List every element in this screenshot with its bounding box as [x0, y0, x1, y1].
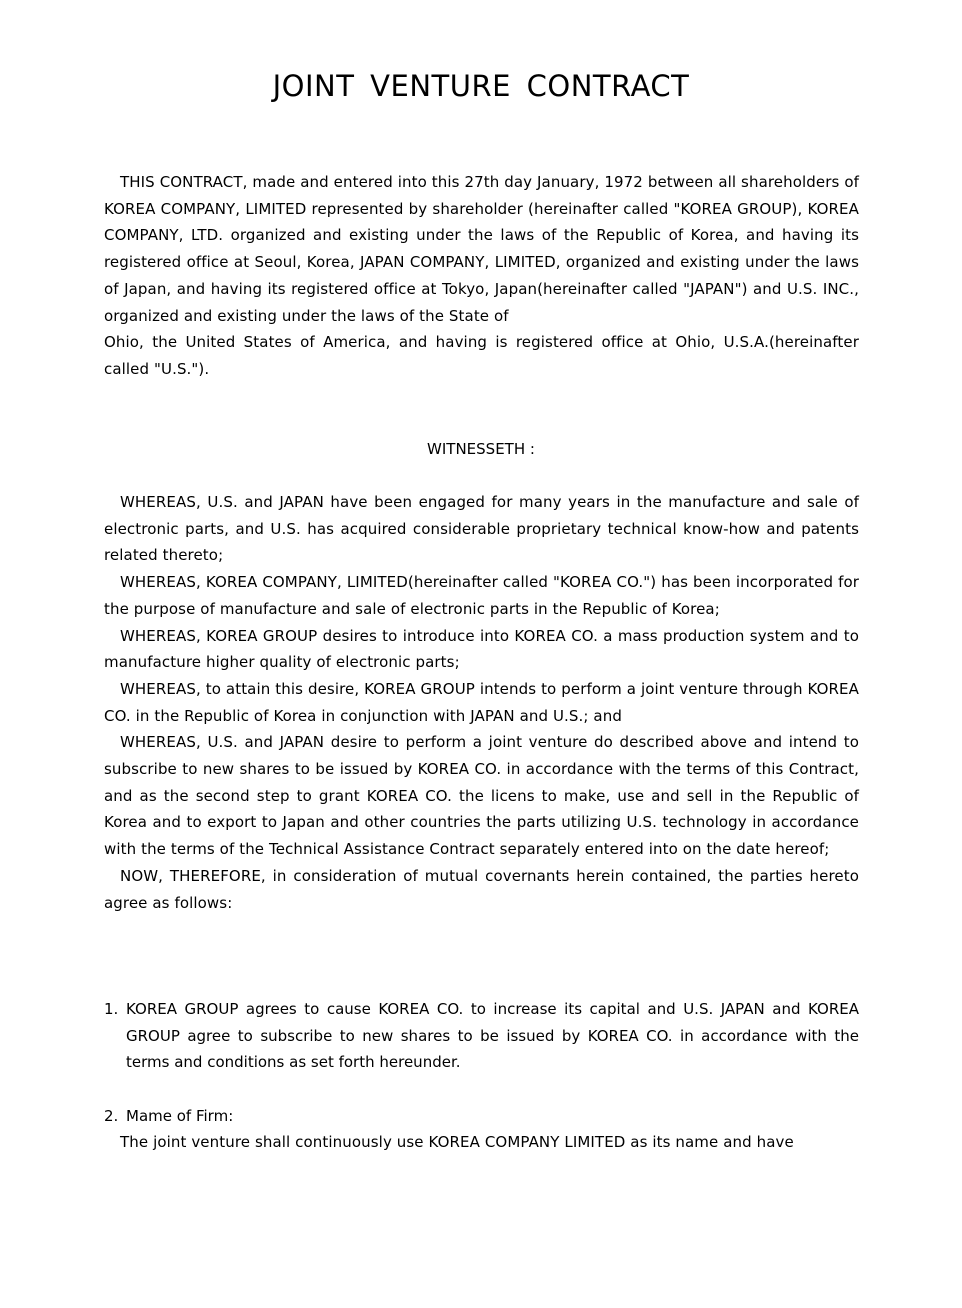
recital-paragraph: NOW, THEREFORE, in consideration of mutual covernants herein contained, the parties hereto agree as follows:: [104, 866, 859, 912]
clause-1: [104, 996, 859, 1076]
recital-paragraph: WHEREAS, to attain this desire, KOREA GROUP intends to perform a joint venture through KOREA CO. in the Republic of Korea in conjunction with JAPAN and U.S.; and: [104, 679, 859, 725]
preamble-paragraph-continued: Ohio, the United States of America, and having is registered office at Ohio, U.S.A.(hereinafter called "U.S.").: [104, 333, 859, 378]
recital-paragraph: WHEREAS, U.S. and JAPAN desire to perform a joint venture do described above and intend to subscribe to new shares to be issued by KOREA CO. in accordance with the terms of this Contract, and as the second step to grant KOREA CO. the licens to make, use and sell in the Republic of Korea and to export to Japan and other countries the parts utilizing U.S. technology in accordance with the terms of the Technical Assistance Contract separately entered into on the date hereof;: [104, 733, 859, 859]
recital-paragraph: WHEREAS, U.S. and JAPAN have been engaged for many years in the manufacture and sale of electronic parts, and U.S. has acquired considerable proprietary technical know-how and patents related thereto;: [104, 493, 859, 565]
document-title: JOINT VENTURE CONTRACT: [272, 69, 690, 103]
clause-heading: Mame of Firm:: [126, 1107, 234, 1125]
clause-2: [104, 1103, 859, 1130]
clause-number: 2.: [104, 1107, 119, 1125]
clause-2-body: [104, 1129, 859, 1156]
recital-paragraph: WHEREAS, KOREA COMPANY, LIMITED(hereinafter called "KOREA CO.") has been incorporated for the purpose of manufacture and sale of electronic parts in the Republic of Korea;: [104, 573, 859, 618]
clause-text: The joint venture shall continuously use KOREA COMPANY LIMITED as its name and have: [120, 1133, 794, 1151]
witnesseth-heading: WITNESSETH :: [427, 440, 535, 458]
preamble: [104, 169, 859, 383]
recital-paragraph: WHEREAS, KOREA GROUP desires to introduce into KOREA CO. a mass production system and to manufacture higher quality of electronic parts;: [104, 626, 859, 672]
clause-number: 1.: [104, 1000, 119, 1018]
recitals: [104, 489, 859, 916]
clause-text: KOREA GROUP agrees to cause KOREA CO. to increase its capital and U.S. JAPAN and KOREA GROUP agree to subscribe to new shares to be issued by KOREA CO. in accordance with the terms and conditions as set forth hereunder.: [126, 1000, 859, 1072]
preamble-paragraph: THIS CONTRACT, made and entered into this 27th day January, 1972 between all shareholders of KOREA COMPANY, LIMITED represented by shareholder (hereinafter called "KOREA GROUP), KOREA COMPANY, LTD. organized and existing under the laws of the Republic of Korea, and having its registered office at Seoul, Korea, JAPAN COMPANY, LIMITED, organized and existing under the laws of Japan, and having its registered office at Tokyo, Japan(hereinafter called "JAPAN") and U.S. INC., organized and existing under the laws of the State of: [104, 173, 859, 325]
